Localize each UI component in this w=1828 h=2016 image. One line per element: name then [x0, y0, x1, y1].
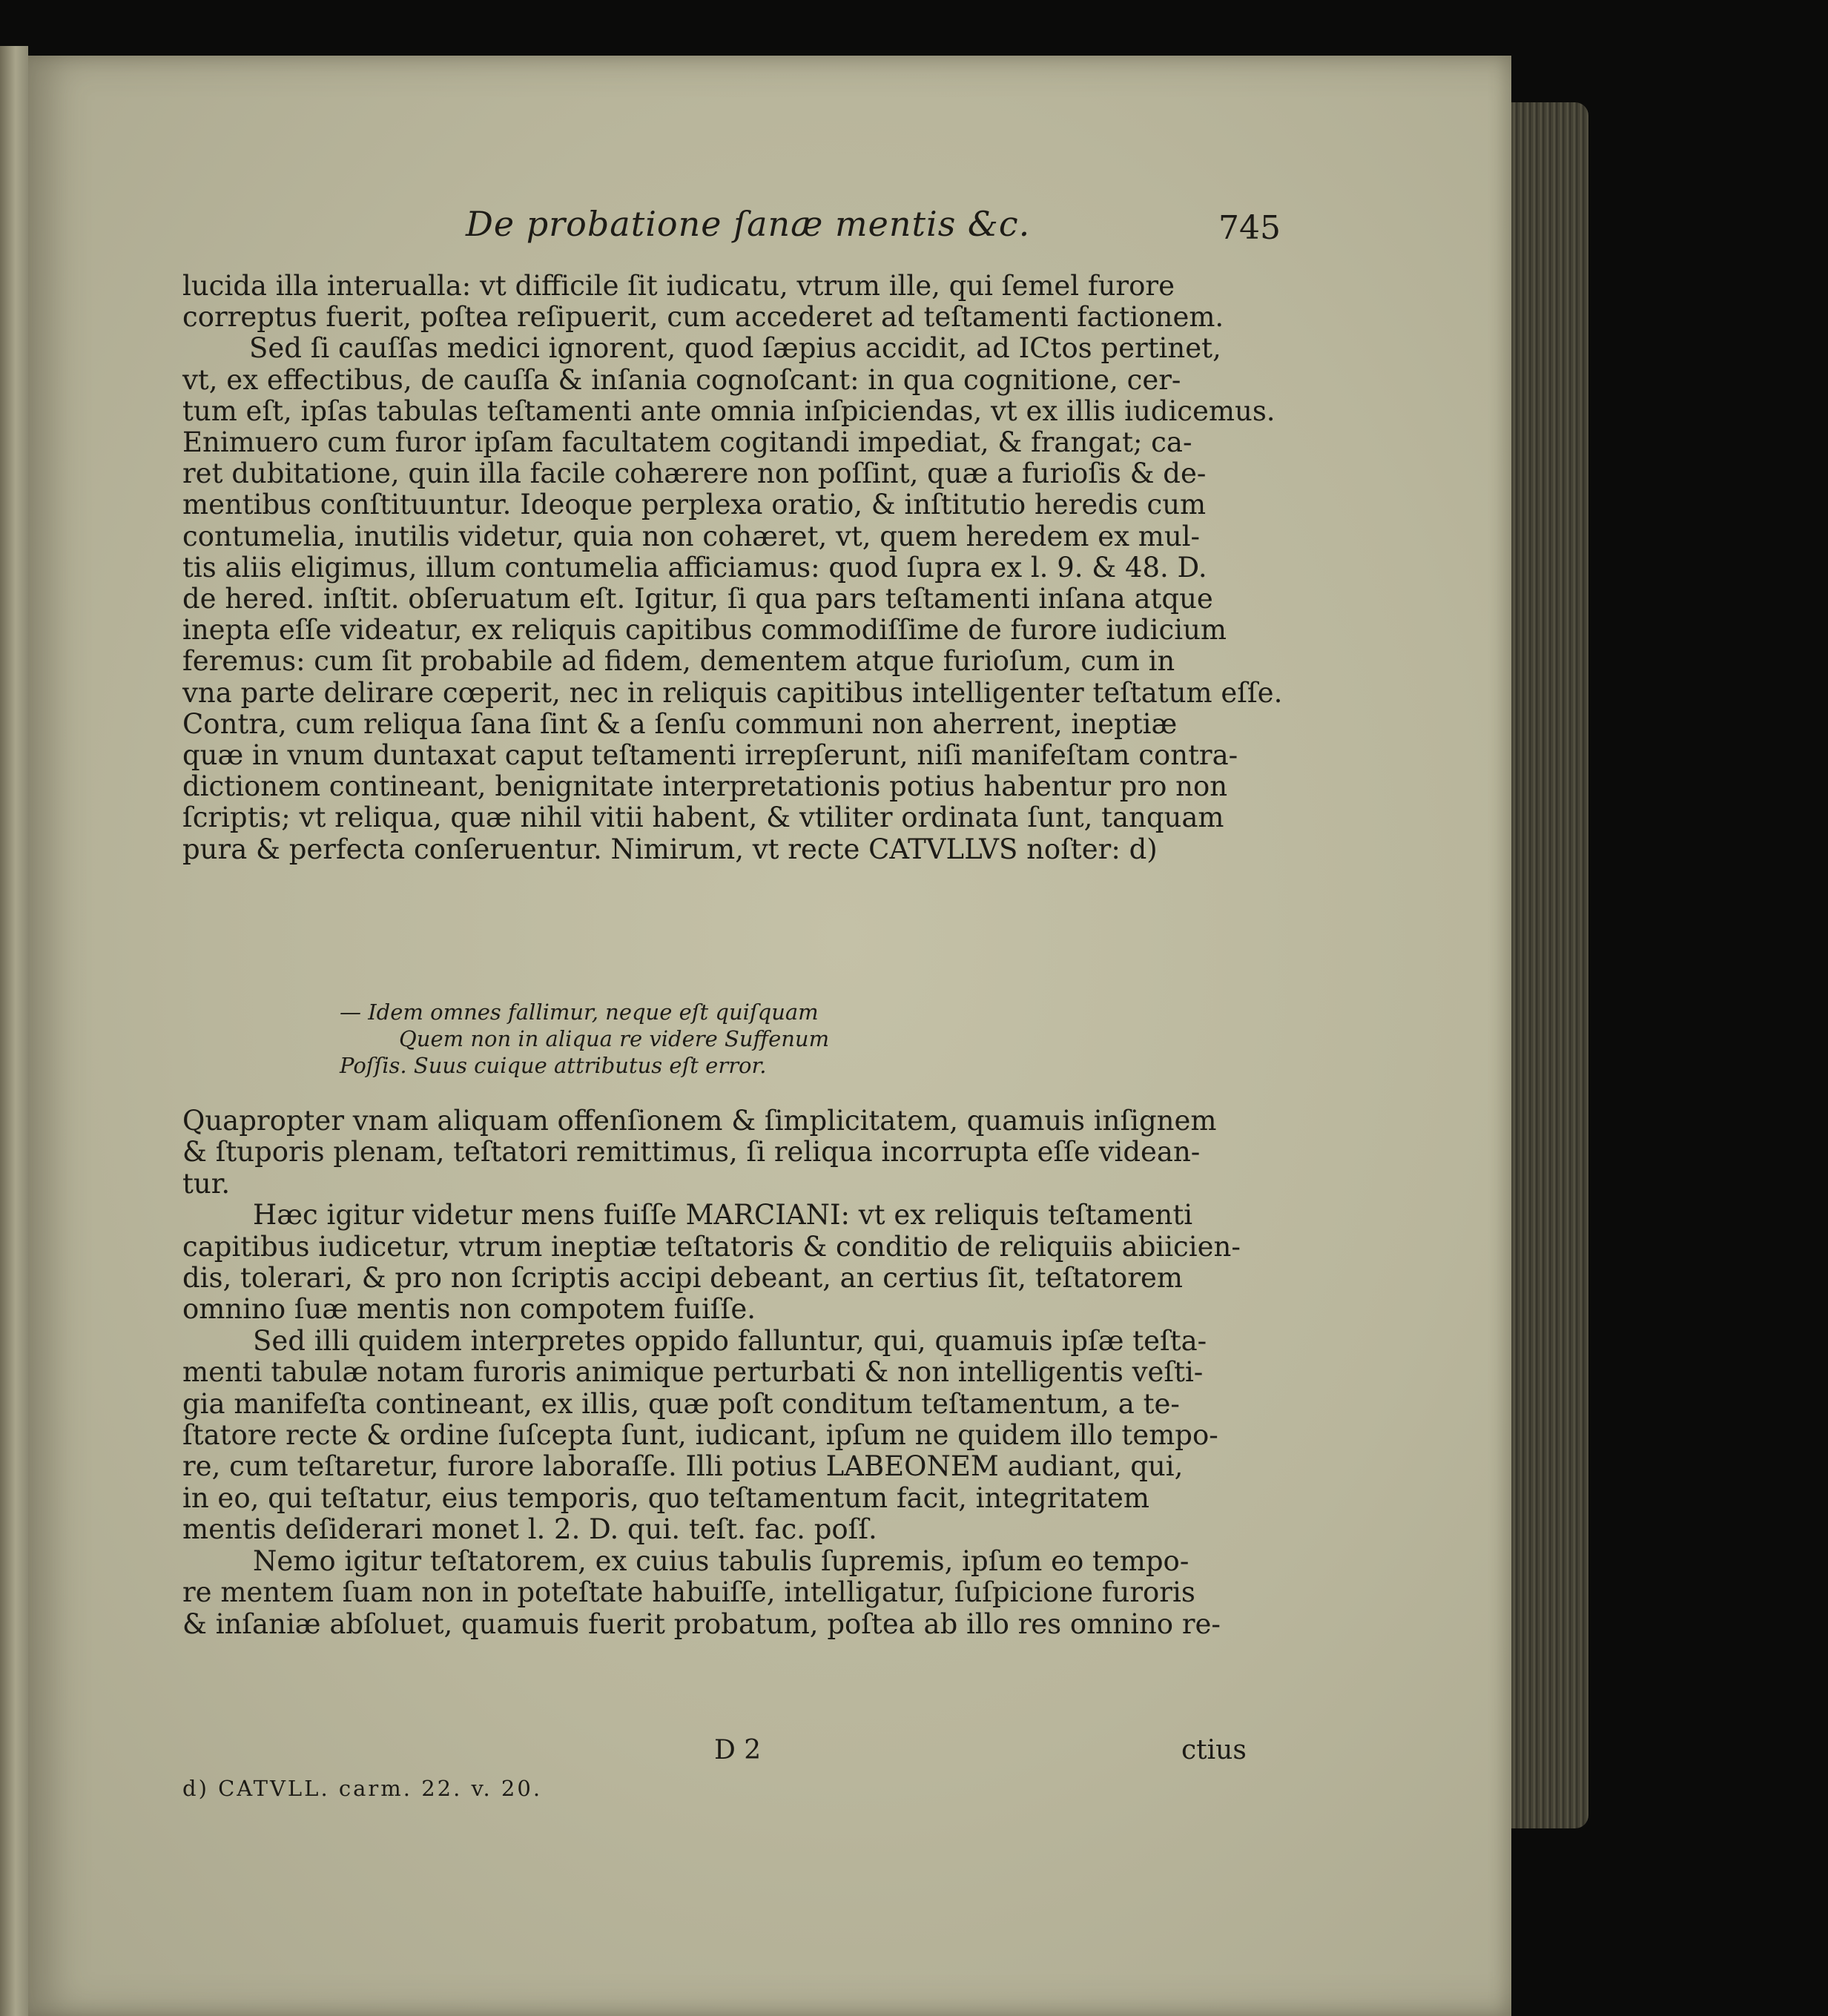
verse-line: — Idem omnes fallimur, neque eſt quiſquam — [340, 999, 819, 1025]
text-line: ret dubitatione, quin illa facile cohærere non poſſint, quæ a furioſis & de- — [182, 457, 1207, 490]
text-line: ſcriptis; vt reliqua, quæ nihil vitii habent, & vtiliter ordinata ſunt, tanquam — [182, 802, 1224, 834]
text-line: de hered. inſtit. obſeruatum eſt. Igitur, ſi qua pars teſtamenti inſana atque — [182, 583, 1213, 615]
text-line: quæ in vnum duntaxat caput teſtamenti irrepſerunt, niſi manifeſtam contra- — [182, 739, 1238, 772]
signature-mark: D 2 — [714, 1735, 762, 1765]
body-text-block-1 — [182, 271, 1282, 865]
text-line: capitibus iudicetur, vtrum ineptiæ teſtatoris & conditio de reliquiis abiicien- — [182, 1230, 1241, 1263]
text-line: dictionem contineant, benignitate interpretationis potius habentur pro non — [182, 770, 1228, 803]
text-line: contumelia, inutilis videtur, quia non cohæret, vt, quem heredem ex mul- — [182, 520, 1201, 552]
text-line: Quapropter vnam aliquam offenſionem & ſimplicitatem, quamuis inſignem — [182, 1105, 1217, 1137]
footnote: d) CATVLL. carm. 22. v. 20. — [182, 1776, 543, 1801]
adjacent-page-edge — [0, 46, 28, 2016]
text-line: omnino ſuæ mentis non compotem fuiſſe. — [182, 1293, 756, 1326]
body-text-block-2 — [182, 1106, 1241, 1640]
text-line: mentis deſiderari monet l. 2. D. qui. teſt. fac. poſſ. — [182, 1513, 877, 1546]
text-line: tur. — [182, 1167, 231, 1200]
text-line: Sed ſi cauſſas medici ignorent, quod ſæpius accidit, ad ICtos pertinet, — [249, 332, 1221, 365]
text-line: tis aliis eligimus, illum contumelia afficiamus: quod ſupra ex l. 9. & 48. D. — [182, 551, 1207, 584]
text-line: tum eſt, ipſas tabulas teſtamenti ante omnia inſpiciendas, vt ex illis iudicemus. — [182, 394, 1276, 427]
text-line: re, cum teſtaretur, furore laboraſſe. Illi potius LABEONEM audiant, qui, — [182, 1450, 1184, 1483]
text-line: inepta eſſe videatur, ex reliquis capitibus commodiſſime de furore iudicium — [182, 614, 1227, 647]
verse-quotation — [340, 999, 829, 1079]
text-line: re mentem ſuam non in poteſtate habuiſſe, intelligatur, ſuſpicione furoris — [182, 1576, 1195, 1609]
text-line: mentibus conſtituuntur. Ideoque perplexa oratio, & inſtitutio heredis cum — [182, 489, 1207, 521]
text-line: lucida illa interualla: vt difficile ſit iudicatu, vtrum ille, qui ſemel furore — [182, 270, 1175, 302]
book-page-edges — [1505, 102, 1588, 1828]
text-line: gia manifeſta contineant, ex illis, quæ poſt conditum teſtamentum, a te- — [182, 1387, 1180, 1420]
text-line: feremus: cum ſit probabile ad fidem, dementem atque furioſum, cum in — [182, 645, 1175, 678]
catchword: ctius — [1181, 1735, 1247, 1765]
text-line: ſtatore recte & ordine ſuſcepta ſunt, iudicant, ipſum ne quidem illo tempo- — [182, 1419, 1218, 1452]
text-line: vna parte delirare cœperit, nec in reliquis capitibus intelligenter teſtatum eſſe. — [182, 676, 1283, 709]
text-line: Hæc igitur videtur mens fuiſſe MARCIANI: vt ex reliquis teſtamenti — [253, 1199, 1193, 1232]
text-line: menti tabulæ notam furoris animique perturbati & non intelligentis veſti- — [182, 1356, 1204, 1389]
text-line: vt, ex effectibus, de cauſſa & inſania cognoſcant: in qua cognitione, cer- — [182, 363, 1181, 396]
book-page — [28, 56, 1511, 2016]
text-line: dis, tolerari, & pro non ſcriptis accipi debeant, an certius ſit, teſtatorem — [182, 1262, 1183, 1295]
text-line: Contra, cum reliqua ſana ſint & a ſenſu communi non aherrent, ineptiæ — [182, 707, 1178, 740]
text-line: Sed illi quidem interpretes oppido falluntur, qui, quamuis ipſæ teſta- — [253, 1324, 1207, 1357]
text-line: & inſaniæ abſoluet, quamuis fuerit probatum, poſtea ab illo res omnino re- — [182, 1607, 1221, 1640]
running-head: De probatione ſanæ mentis &c. — [466, 204, 1031, 244]
text-line: Nemo igitur teſtatorem, ex cuius tabulis ſupremis, ipſum eo tempo- — [253, 1544, 1189, 1577]
verse-line: Poſſis. Suus cuique attributus eſt error. — [340, 1053, 767, 1078]
text-line: & ſtuporis plenam, teſtatori remittimus, ſi reliqua incorrupta eſſe videan- — [182, 1136, 1201, 1169]
text-line: Enimuero cum furor ipſam facultatem cogitandi impediat, & frangat; ca- — [182, 426, 1192, 459]
text-line: in eo, qui teſtatur, eius temporis, quo teſtamentum facit, integritatem — [182, 1481, 1150, 1514]
verse-line: Quem non in aliqua re videre Suffenum — [399, 1026, 830, 1051]
page-number: 745 — [1218, 209, 1281, 247]
text-line: pura & perfecta conſeruentur. Nimirum, vt recte CATVLLVS noſter: d) — [182, 833, 1158, 865]
text-line: correptus fuerit, poſtea reſipuerit, cum accederet ad teſtamenti factionem. — [182, 301, 1224, 334]
